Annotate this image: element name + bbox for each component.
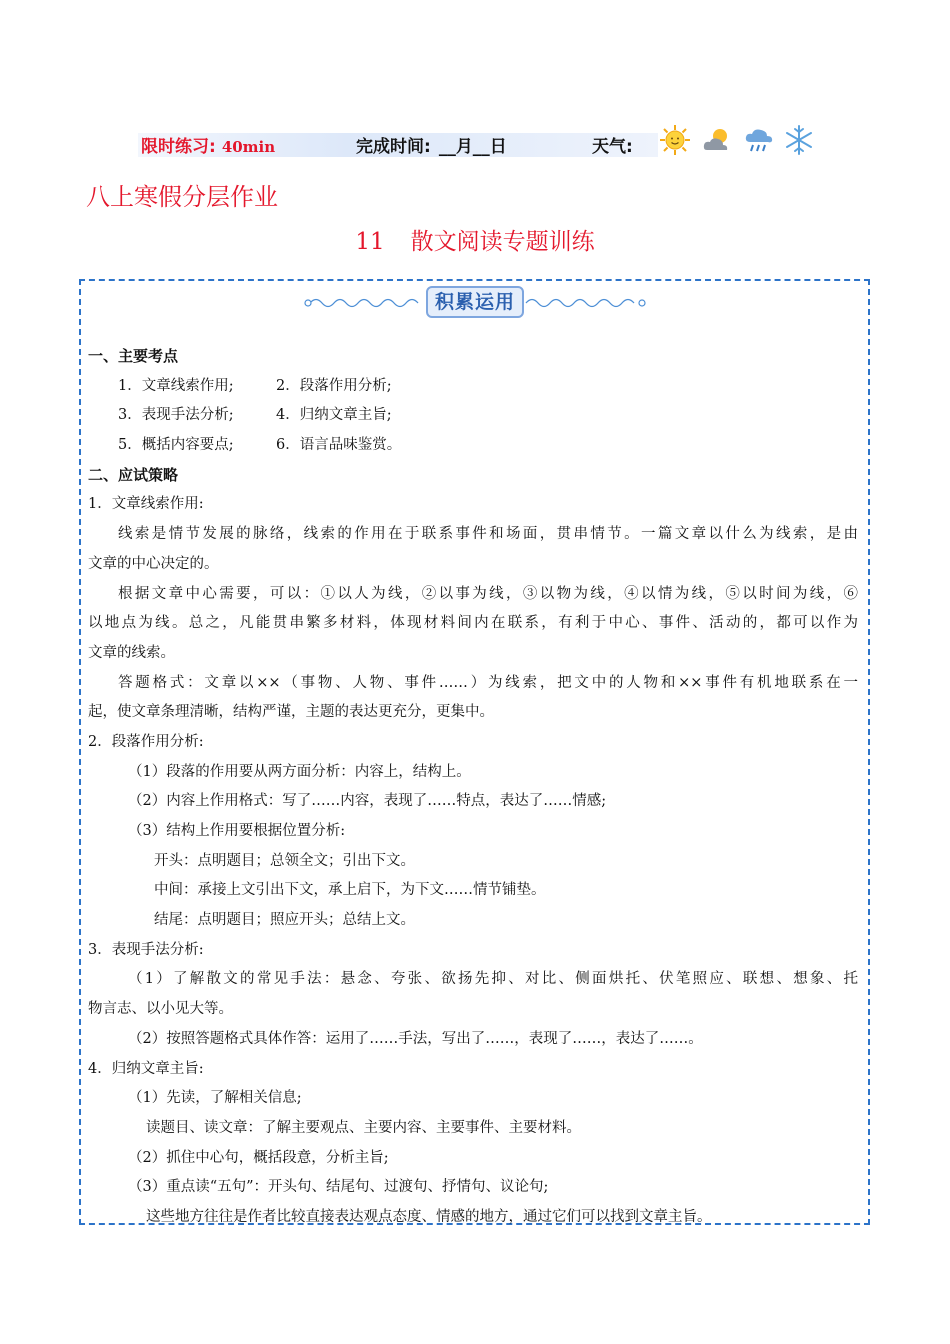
finish-time [356,136,507,158]
sub-heading: 3．表现手法分析: [88,941,204,958]
paragraph-line: （2）抓住中心句，概括段意，分析主旨; [128,1149,389,1166]
paragraph-line: 起，使文章条理清晰，结构严谨，主题的表达更充分，更集中。 [88,704,494,721]
paragraph-line: （3）结构上作用要根据位置分析: [128,823,346,839]
paragraph-line: （1）先读，了解相关信息; [128,1090,302,1107]
paragraph-line: 文章的中心决定的。 [88,555,219,572]
paragraph-line: （1）段落的作用要从两方面分析：内容上，结构上。 [128,763,471,780]
paragraph-line: （3）重点读“五句”：开头句、结尾句、过渡句、抒情句、议论句; [128,1179,549,1196]
point-item: 5．概括内容要点; [118,437,234,454]
section-heading-1: 一、主要考点 [88,347,179,365]
snowflake-icon [783,124,815,156]
finish-time-label: 完成时间: [356,137,431,157]
section-heading-2: 二、应试策略 [88,465,179,484]
sunny-icon [659,124,691,156]
sub-heading: 2．段落作用分析: [88,733,204,750]
paragraph-line: 根据文章中心需要，可以：①以人为线，②以事为线，③以物为线，④以情为线，⑤以时间为线，⑥ [118,585,858,602]
paragraph-line: （2）按照答题格式具体作答：运用了……手法，写出了……，表现了……，表达了……。 [128,1030,703,1047]
time-limit-label: 限时练习: [141,137,216,157]
series-title: 八上寒假分层作业 [86,183,278,211]
lesson-topic: 散文阅读专题训练 [410,229,595,255]
paragraph-line: 以地点为线。总之，凡能贯串繁多材料，体现材料间内在联系，有利于中心、事件、活动的，都可以作为 [88,615,858,632]
paragraph-line: 中间：承接上文引出下文，承上启下，为下文……情节铺垫。 [154,882,546,899]
point-row-3 [88,431,858,461]
paragraph-line: 开头：点明题目；总领全文；引出下文。 [154,852,415,869]
paragraph-line: 答题格式：文章以××（事物、人物、事件……）为线索，把文中的人物和××事件有机地联系在一 [118,674,858,691]
point-row-2 [88,401,858,431]
point-item: 1．文章线索作用; [118,377,234,394]
section-badge [300,284,650,322]
paragraph-line: 结尾：点明题目；照应开头；总结上文。 [154,912,415,929]
lesson-title [0,227,950,257]
paragraph-line: （1）了解散文的常见手法：悬念、夸张、欲扬先抑、对比、侧面烘托、伏笔照应、联想、想象、托 [128,971,858,988]
time-limit-value: 40min [221,138,276,156]
point-item: 3．表现手法分析; [118,407,234,424]
paragraph-line: 物言志、以小见大等。 [88,1001,233,1018]
lesson-number: 11 [355,229,385,255]
point-item: 2．段落作用分析; [276,377,392,394]
sub-heading: 4．归纳文章主旨: [88,1060,204,1077]
paragraph-line: 这些地方往往是作者比较直接表达观点态度、情感的地方，通过它们可以找到文章主旨。 [146,1208,712,1225]
sub-heading: 1．文章线索作用: [88,496,204,513]
paragraph-line: 线索是情节发展的脉络，线索的作用在于联系事件和场面，贯串情节。一篇文章以什么为线索，是由 [118,526,858,543]
time-limit [141,136,275,158]
rainy-icon [743,124,775,156]
partly-cloudy-icon [701,124,733,156]
badge-label: 积累运用 [426,286,524,318]
paragraph-line: （2）内容上作用格式：写了……内容，表现了……特点，表达了……情感; [128,793,607,810]
paragraph-line: 读题目、读文章：了解主要观点、主要内容、主要事件、主要材料。 [146,1119,581,1136]
paragraph-line: 文章的线索。 [88,644,175,661]
point-item: 6．语言品味鉴赏。 [276,437,402,454]
finish-time-blanks: __月__日 [438,137,507,157]
weather-label: 天气: [592,137,633,157]
point-item: 4．归纳文章主旨; [276,407,392,424]
point-row-1 [88,372,858,402]
content-body [88,342,858,1233]
